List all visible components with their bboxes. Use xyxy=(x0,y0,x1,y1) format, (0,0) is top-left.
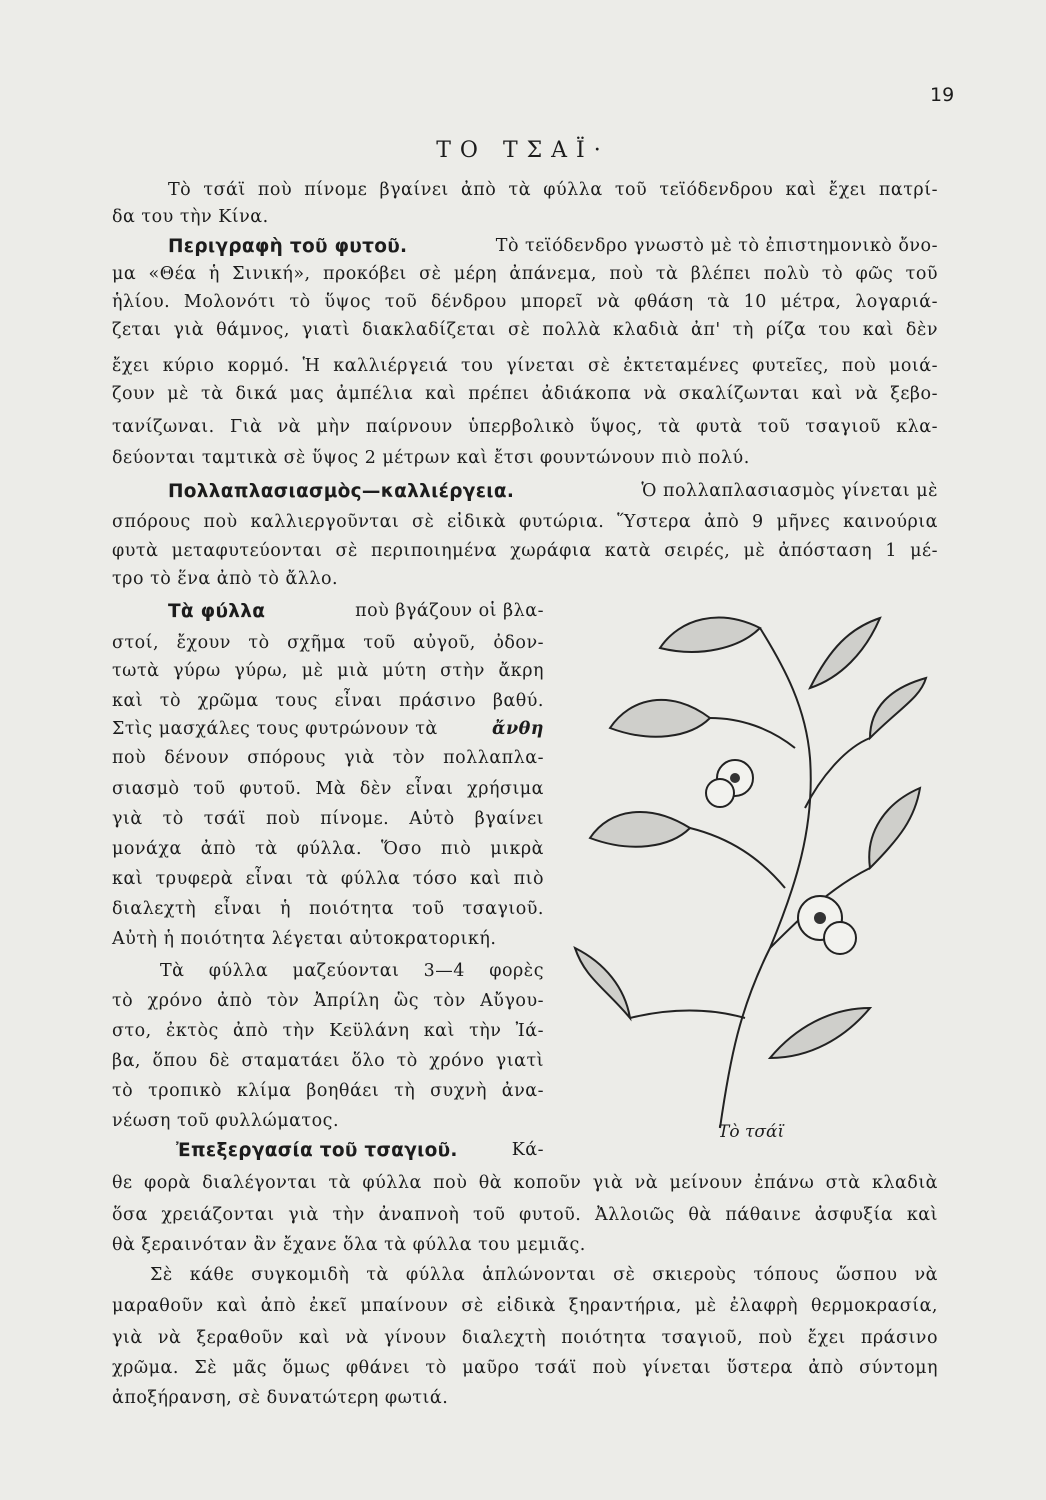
harvest-line: βα, ὅπου δὲ σταματάει ὅλο τὸ χρόνο γιατὶ xyxy=(112,1051,544,1071)
figure-caption: Τὸ τσάϊ xyxy=(718,1122,785,1142)
processing-line: θε φορὰ διαλέγονται τὰ φύλλα ποὺ θὰ κοποῦν γιὰ νὰ μείνουν ἐπάνω στὰ κλαδιὰ xyxy=(112,1173,938,1193)
processing-heading: Ἐπεξεργασία τοῦ τσαγιοῦ. xyxy=(176,1140,458,1161)
flowers-term: ἄνθη xyxy=(491,719,544,739)
processing-line: Σὲ κάθε συγκομιδὴ τὰ φύλλα ἁπλώνονται σὲ σκιεροὺς τόπους ὥσπου νὰ xyxy=(150,1265,938,1285)
processing-line: ὅσα χρειάζονται γιὰ τὴν ἀναπνοὴ τοῦ φυτοῦ. Ἀλλοιῶς θὰ πάθαινε ἀσφυξία καὶ xyxy=(112,1205,938,1225)
leaves-line: γιὰ τὸ τσάϊ ποὺ πίνομε. Αὐτὸ βγαίνει xyxy=(112,809,544,829)
description-line: τανίζωναι. Γιὰ νὰ μὴν παίρνουν ὑπερβολικὸ ὕψος, τὰ φυτὰ τοῦ τσαγιοῦ κλα- xyxy=(112,417,938,437)
harvest-line: τὸ χρόνο ἀπὸ τὸν Ἀπρίλη ὣς τὸν Αὔγου- xyxy=(112,991,544,1011)
processing-line: ἀποξήρανση, σὲ δυνατώτερη φωτιά. xyxy=(112,1388,449,1408)
processing-text: Κά- xyxy=(511,1140,544,1160)
intro-line: δα του τὴν Κίνα. xyxy=(112,207,269,227)
page-title: ΤΟ ΤΣΑΪ· xyxy=(436,138,610,163)
processing-line: γιὰ νὰ ξεραθοῦν καὶ νὰ γίνουν διαλεχτὴ ποιότητα τσαγιοῦ, ποὺ ἔχει πράσινο xyxy=(112,1328,938,1348)
leaves-line: μονάχα ἀπὸ τὰ φύλλα. Ὅσο πιὸ μικρὰ xyxy=(112,839,544,859)
page-number: 19 xyxy=(930,84,955,106)
description-line: ἔχει κύριο κορμό. Ἡ καλλιέργειά του γίνεται σὲ ἐκτεταμένες φυτεῖες, ποὺ μοιά- xyxy=(112,356,938,376)
processing-first-line xyxy=(176,1140,544,1161)
leaves-line: τωτὰ γύρω γύρω, μὲ μιὰ μύτη στὴν ἄκρη xyxy=(112,661,544,681)
propagation-heading: Πολλαπλασιασμὸς—καλλιέργεια. xyxy=(168,481,515,502)
description-first-line xyxy=(168,236,938,257)
leaves-line: στοί, ἔχουν τὸ σχῆμα τοῦ αὐγοῦ, ὀδον- xyxy=(112,633,544,653)
leaves-line: σιασμὸ τοῦ φυτοῦ. Μὰ δὲν εἶναι χρήσιμα xyxy=(112,779,544,799)
leaves-line: ποὺ δένουν σπόρους γιὰ τὸν πολλαπλα- xyxy=(112,748,544,768)
harvest-line: στο, ἐκτὸς ἀπὸ τὴν Κεϋλάνη καὶ τὴν Ἰά- xyxy=(112,1021,544,1041)
propagation-text: Ὁ πολλαπλασιασμὸς γίνεται μὲ xyxy=(641,481,938,501)
harvest-line: τὸ τροπικὸ κλίμα βοηθάει τὴ συχνὴ ἀνα- xyxy=(112,1081,544,1101)
leaves-text: ποὺ βγάζουν οἱ βλα- xyxy=(355,601,544,621)
leaves-line: καὶ τὸ χρῶμα τους εἶναι πράσινο βαθύ. xyxy=(112,691,544,711)
description-heading: Περιγραφὴ τοῦ φυτοῦ. xyxy=(168,236,408,257)
description-text: Τὸ τεϊόδενδρο γνωστὸ μὲ τὸ ἐπιστημονικὸ ὄνο- xyxy=(495,236,938,256)
propagation-line: τρο τὸ ἕνα ἀπὸ τὸ ἄλλο. xyxy=(112,569,339,589)
description-line: δεύονται ταμτικὰ σὲ ὕψος 2 μέτρων καὶ ἔτσι φουντώνουν πιὸ πολύ. xyxy=(112,448,750,468)
propagation-line: σπόρους ποὺ καλλιεργοῦνται σὲ εἰδικὰ φυτώρια. Ὕστερα ἀπὸ 9 μῆνες καινούρια xyxy=(112,512,938,532)
leaves-text: Στὶς μασχάλες τους φυτρώνουν τὰ xyxy=(112,719,438,739)
processing-line: χρῶμα. Σὲ μᾶς ὅμως φθάνει τὸ μαῦρο τσάϊ ποὺ γίνεται ὕστερα ἀπὸ σύντομη xyxy=(112,1358,938,1378)
description-line: ζεται γιὰ θάμνος, γιατὶ διακλαδίζεται σὲ πολλὰ κλαδιὰ ἀπ' τὴ ρίζα του καὶ δὲν xyxy=(112,320,938,340)
processing-line: θὰ ξεραινόταν ἂν ἔχανε ὅλα τὰ φύλλα του μεμιᾶς. xyxy=(112,1235,586,1255)
harvest-line: νέωση τοῦ φυλλώματος. xyxy=(112,1111,340,1131)
description-line: ζουν μὲ τὰ δικά μας ἀμπέλια καὶ πρέπει ἀδιάκοπα νὰ σκαλίζωνται καὶ νὰ ξεβο- xyxy=(112,384,938,404)
propagation-line: φυτὰ μεταφυτεύονται σὲ περιποιημένα χωράφια κατὰ σειρές, μὲ ἀπόσταση 1 μέ- xyxy=(112,541,938,561)
tea-plant-illustration xyxy=(570,588,930,1148)
harvest-line: Τὰ φύλλα μαζεύονται 3—4 φορὲς xyxy=(160,961,544,981)
leaves-line: Αὐτὴ ἡ ποιότητα λέγεται αὐτοκρατορική. xyxy=(112,929,497,949)
leaves-line: καὶ τρυφερὰ εἶναι τὰ φύλλα τόσο καὶ πιὸ xyxy=(112,869,544,889)
description-line: μα «Θέα ἡ Σινική», προκόβει σὲ μέρη ἀπάνεμα, ποὺ τὰ βλέπει πολὺ τὸ φῶς τοῦ xyxy=(112,264,938,284)
processing-line: μαραθοῦν καὶ ἀπὸ ἐκεῖ μπαίνουν σὲ εἰδικὰ ξηραντήρια, μὲ ἐλαφρὴ θερμοκρασία, xyxy=(112,1296,938,1316)
leaves-line-flowers xyxy=(112,719,544,739)
leaves-line: διαλεχτὴ εἶναι ἡ ποιότητα τοῦ τσαγιοῦ. xyxy=(112,899,544,919)
leaves-first-line xyxy=(168,601,544,622)
leaves-heading: Τὰ φύλλα xyxy=(168,601,266,622)
intro-line: Τὸ τσάϊ ποὺ πίνομε βγαίνει ἀπὸ τὰ φύλλα τοῦ τεϊόδενδρου καὶ ἔχει πατρί- xyxy=(168,180,938,200)
description-line: ἡλίου. Μολονότι τὸ ὕψος τοῦ δένδρου μπορεῖ νὰ φθάση τὰ 10 μέτρα, λογαριά- xyxy=(112,292,938,312)
propagation-first-line xyxy=(168,481,938,502)
